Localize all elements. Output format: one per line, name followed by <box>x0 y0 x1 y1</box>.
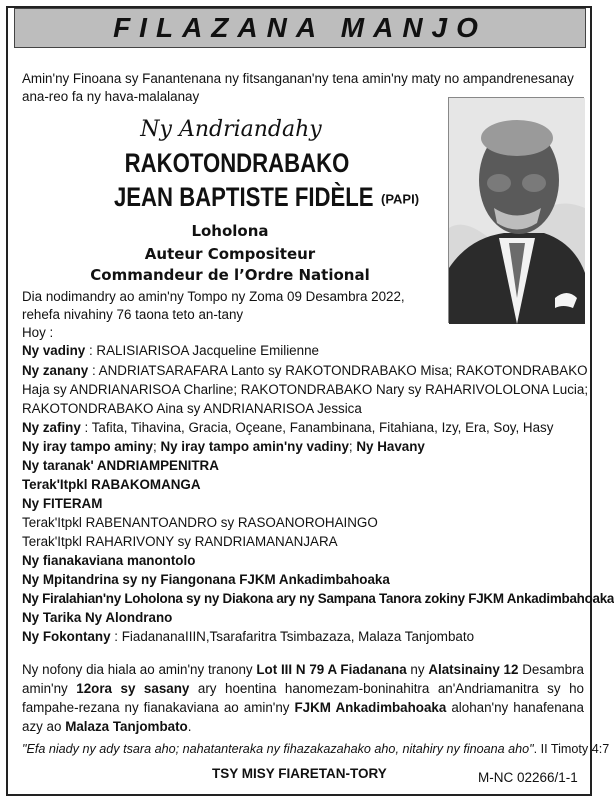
given-names-text: JEAN BAPTISTE FIDÈLE <box>113 182 374 212</box>
role-2: Auteur Compositeur <box>144 245 316 263</box>
funeral-address: Lot III N 79 A Fiadanana <box>256 662 407 677</box>
nickname: (PAPI) <box>381 191 420 207</box>
deceased-surname: RAKOTONDRABAKO <box>124 148 350 178</box>
grandchildren-names: : Tafita, Tihavina, Gracia, Oçeane, Fanambinana, Fitahiana, Izy, Era, Soy, Hasy <box>84 420 554 435</box>
spouse-line <box>22 342 319 360</box>
verse-text: "Efa niady ny ady tsara aho; nahatanteraka ny fihazakazahako aho, nitahiry ny finoana aho" <box>22 742 534 756</box>
deceased-given-names <box>28 182 448 213</box>
funeral-text-6: . <box>187 719 192 734</box>
notice-header <box>14 8 586 48</box>
funeral-text-3: Desambra amin'ny <box>22 662 584 696</box>
children-text-1: : ANDRIATSARAFARA Lanto sy RAKOTONDRABAKO Misa; RAKOTONDRABAKO <box>91 363 588 378</box>
separator-1: ; <box>152 439 161 454</box>
death-notice-text: Dia nodimandry ao amin'ny Tompo ny Zoma 09 Desambra 2022, rehefa nivahiny 76 taona teto an-tany <box>22 289 405 322</box>
lineage-raharivony: Terak'Itpkl RAHARIVONY sy RANDRIAMANANJARA <box>22 534 338 549</box>
fokontany-line <box>22 628 474 646</box>
fokontany-names: : FiadananaIIIN,Tsarafaritra Tsimbazaza, Malaza Tanjombato <box>114 629 475 644</box>
funeral-details <box>22 660 584 736</box>
children-label: Ny zanany <box>22 363 89 378</box>
separator-2: ; <box>348 439 357 454</box>
intro-text: Amin'ny Finoana sy Fanantenana ny fitsanganan'ny tena amin'ny maty no ampandrenesanay ana-reo fa ny hava-malalanay <box>22 71 574 104</box>
portrait-photo <box>448 97 584 323</box>
honorific-prefix: Ny Andriandahy <box>140 117 322 142</box>
spouse-siblings-label: Ny iray tampo amin'ny vadiny <box>160 439 349 454</box>
funeral-text-4: ary hoentina hanomezam-boninahitra an'Andriamanitra sy ho fampahe-rezana ny fianakaviana ao amin'ny <box>22 681 584 715</box>
fiteram-line: Ny FITERAM <box>22 496 103 511</box>
lineage-andriampenitra: Ny taranak' ANDRIAMPENITRA <box>22 458 219 473</box>
funeral-church: FJKM Ankadimbahoaka <box>294 700 447 715</box>
lineage-rabenantoandro: Terak'Itpkl RABENANTOANDRO sy RASOANOROHAINGO <box>22 515 378 530</box>
funeral-text-5: alohan'ny hanafenana azy ao <box>22 700 584 734</box>
verse-reference: . II Timoty 4:7 <box>533 742 610 756</box>
funeral-date: Alatsinainy 12 <box>428 662 519 677</box>
relatives-label: Ny Havany <box>356 439 425 454</box>
choir-line: Ny Tarika Ny Alondrano <box>22 610 173 625</box>
whole-family-line: Ny fianakaviana manontolo <box>22 553 196 568</box>
notice-reference: M-NC 02266/1-1 <box>478 770 578 785</box>
elders-line: Ny Firalahian'ny Loholona sy ny Diakona ary ny Sampana Tanora zokiny FJKM Ankadimbahoaka <box>22 591 614 606</box>
siblings-line <box>22 438 425 456</box>
siblings-label: Ny iray tampo aminy <box>22 439 153 454</box>
spouse-label: Ny vadiny <box>22 343 86 358</box>
spouse-name: : RALISIARISOA Jacqueline Emilienne <box>85 343 319 358</box>
children-line-2: Haja sy ANDRIANARISOA Charline; RAKOTONDRABAKO Nary sy RAHARIVOLOLONA Lucia; <box>22 382 589 397</box>
burial-place: Malaza Tanjombato <box>65 719 188 734</box>
funeral-text-2: ny <box>406 662 429 677</box>
hoy-label: Hoy : <box>22 325 54 340</box>
grandchildren-label: Ny zafiny <box>22 420 81 435</box>
bible-verse <box>22 742 610 756</box>
fokontany-label: Ny Fokontany <box>22 629 111 644</box>
children-line-1 <box>22 362 588 380</box>
children-line-3: RAKOTONDRABAKO Aina sy ANDRIANARISOA Jessica <box>22 401 362 416</box>
notice-title: FILAZANA MANJO <box>113 12 487 43</box>
no-wake-note: TSY MISY FIARETAN-TORY <box>212 766 387 781</box>
funeral-time: 12ora sy sasany <box>76 681 190 696</box>
lineage-rabakomanga: Terak'Itpkl RABAKOMANGA <box>22 477 201 492</box>
funeral-text-1: Ny nofony dia hiala ao amin'ny tranony <box>22 662 257 677</box>
portrait-image <box>449 98 585 324</box>
grandchildren-line <box>22 419 553 437</box>
pastor-church-line: Ny Mpitandrina sy ny Fiangonana FJKM Ankadimbahoaka <box>22 572 390 587</box>
role-1: Loholona <box>191 222 269 240</box>
role-3: Commandeur de l’Ordre National <box>90 266 370 284</box>
